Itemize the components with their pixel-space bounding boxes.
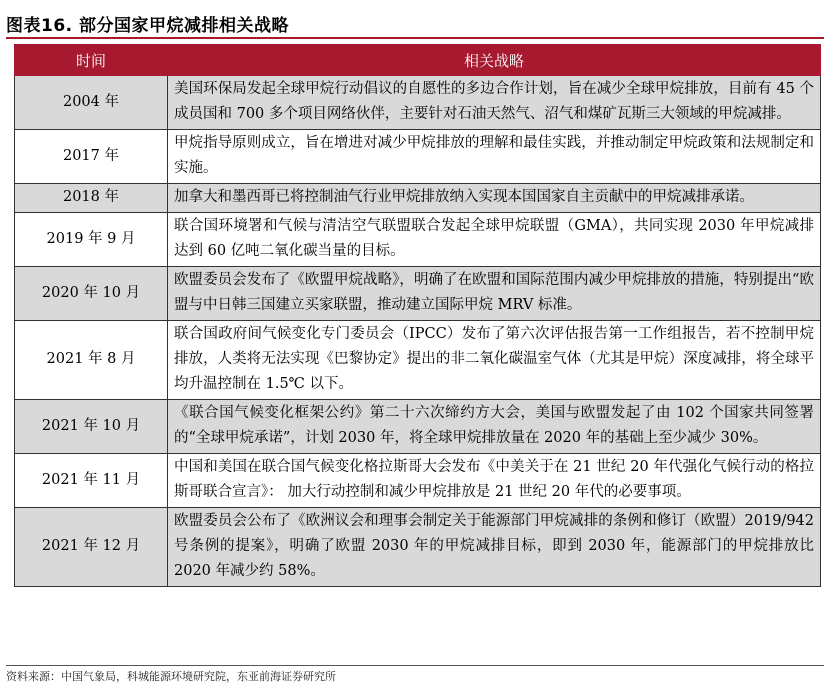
row-strategy: 《联合国气候变化框架公约》第二十六次缔约方大会，美国与欧盟发起了由 102 个国家共同签署的“全球甲烷承诺”，计划 2030 年，将全球甲烷排放量在 2020 年的基础上至少减少 30%。 [168, 400, 821, 454]
row-time: 2021 年 8 月 [15, 321, 168, 400]
footer-divider [6, 665, 824, 666]
source-note: 资料来源：中国气象局，科城能源环境研究院，东亚前海证券研究所 [6, 670, 336, 683]
row-strategy: 中国和美国在联合国气候变化格拉斯哥大会发布《中美关于在 21 世纪 20 年代强化气候行动的格拉斯哥联合宣言》： 加大行动控制和减少甲烷排放是 21 世纪 20 年代的必要事项。 [168, 454, 821, 508]
figure-title: 图表16. 部分国家甲烷减排相关战略 [6, 16, 290, 36]
row-time: 2021 年 11 月 [15, 454, 168, 508]
table-row [15, 130, 821, 184]
row-time: 2018 年 [15, 184, 168, 213]
row-time: 2020 年 10 月 [15, 267, 168, 321]
row-strategy: 美国环保局发起全球甲烷行动倡议的自愿性的多边合作计划，旨在减少全球甲烷排放，目前有 45 个成员国和 700 多个项目网络伙伴，主要针对石油天然气、沼气和煤矿瓦斯三大领域的甲烷减排。 [168, 76, 821, 130]
header-time: 时间 [15, 45, 168, 76]
row-strategy: 甲烷指导原则成立，旨在增进对减少甲烷排放的理解和最佳实践，并推动制定甲烷政策和法规制定和实施。 [168, 130, 821, 184]
row-time: 2021 年 10 月 [15, 400, 168, 454]
table-row [15, 267, 821, 321]
row-time: 2021 年 12 月 [15, 508, 168, 587]
table-header-row [15, 45, 821, 76]
table-row [15, 508, 821, 587]
table-row [15, 400, 821, 454]
row-strategy: 欧盟委员会发布了《欧盟甲烷战略》，明确了在欧盟和国际范围内减少甲烷排放的措施，特别提出“欧盟与中日韩三国建立买家联盟，推动建立国际甲烷 MRV 标准。 [168, 267, 821, 321]
header-strategy: 相关战略 [168, 45, 821, 76]
title-divider [6, 37, 824, 39]
row-strategy: 加拿大和墨西哥已将控制油气行业甲烷排放纳入实现本国国家自主贡献中的甲烷减排承诺。 [168, 184, 821, 213]
table-row [15, 184, 821, 213]
table-row [15, 213, 821, 267]
figure-title-bar [6, 6, 824, 36]
row-strategy: 欧盟委员会公布了《欧洲议会和理事会制定关于能源部门甲烷减排的条例和修订（欧盟）2019/942 号条例的提案》，明确了欧盟 2030 年的甲烷减排目标，即到 2030 年，能源部门的甲烷排放比 2020 年减少约 58%。 [168, 508, 821, 587]
row-strategy: 联合国环境署和气候与清洁空气联盟联合发起全球甲烷联盟（GMA），共同实现 2030 年甲烷减排达到 60 亿吨二氧化碳当量的目标。 [168, 213, 821, 267]
row-strategy: 联合国政府间气候变化专门委员会（IPCC）发布了第六次评估报告第一工作组报告，若不控制甲烷排放，人类将无法实现《巴黎协定》提出的非二氧化碳温室气体（尤其是甲烷）深度减排，将全球平均升温控制在 1.5℃ 以下。 [168, 321, 821, 400]
strategy-table [14, 44, 821, 587]
row-time: 2004 年 [15, 76, 168, 130]
table-row [15, 76, 821, 130]
table-row [15, 454, 821, 508]
table-row [15, 321, 821, 400]
row-time: 2019 年 9 月 [15, 213, 168, 267]
row-time: 2017 年 [15, 130, 168, 184]
